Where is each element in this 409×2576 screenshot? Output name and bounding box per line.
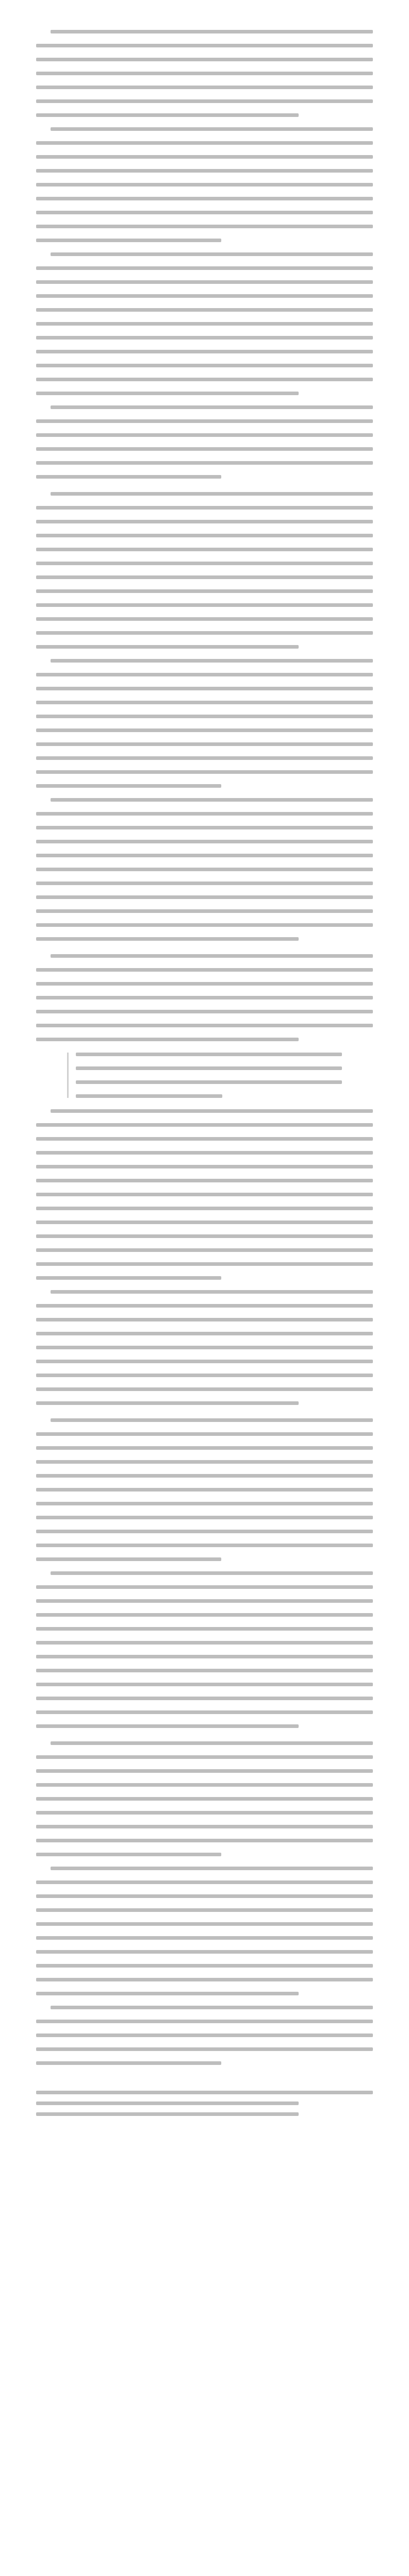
text-line <box>36 1641 373 1645</box>
text-line <box>36 322 373 326</box>
text-line <box>36 1908 373 1912</box>
text-line <box>36 1585 373 1589</box>
text-line <box>36 1516 373 1519</box>
text-line <box>51 1741 373 1745</box>
text-line <box>36 1262 373 1266</box>
text-line <box>36 1769 373 1773</box>
references <box>36 2086 373 2116</box>
text-line <box>36 603 373 607</box>
quote-block <box>67 1053 342 1098</box>
text-line <box>36 1710 373 1714</box>
text-line <box>36 1599 373 1603</box>
text-line <box>36 742 373 746</box>
text-line <box>36 1304 373 1308</box>
text-line <box>36 433 373 437</box>
text-line <box>76 1080 342 1084</box>
text-line <box>36 1544 373 1547</box>
text-line <box>36 937 299 941</box>
text-line <box>36 520 373 523</box>
text-line <box>36 715 373 718</box>
text-line <box>36 1446 373 1450</box>
text-line <box>36 1460 373 1464</box>
text-line <box>36 701 373 704</box>
text-line <box>36 1137 373 1141</box>
text-line <box>36 1360 373 1363</box>
text-line <box>76 1094 222 1098</box>
text-line <box>36 506 373 510</box>
text-line <box>36 895 373 899</box>
text-line <box>36 266 373 270</box>
article-title <box>36 0 373 14</box>
text-line <box>36 58 373 61</box>
text-line <box>36 1221 373 1224</box>
text-line <box>36 211 373 214</box>
text-line <box>51 1290 373 1294</box>
text-line <box>36 86 373 89</box>
text-line <box>36 1683 373 1686</box>
text-line <box>36 548 373 551</box>
text-line <box>51 1867 373 1870</box>
text-line <box>36 1755 373 1759</box>
text-line <box>36 1038 299 1041</box>
text-line <box>51 492 373 496</box>
text-line <box>36 1922 373 1926</box>
text-line <box>36 392 299 395</box>
text-line <box>36 1557 221 1561</box>
text-line <box>36 1992 299 1995</box>
text-line <box>36 909 373 913</box>
text-line <box>36 996 373 999</box>
text-line <box>36 631 373 635</box>
reference-line <box>36 2112 299 2116</box>
text-line <box>36 1669 373 1672</box>
text-line <box>36 1839 373 1842</box>
text-line <box>36 1811 373 1815</box>
text-line <box>36 1724 299 1728</box>
text-line <box>36 1474 373 1478</box>
text-line <box>36 923 373 927</box>
text-line <box>36 1880 373 1884</box>
text-line <box>36 294 373 298</box>
text-line <box>36 1613 373 1617</box>
text-line <box>36 1374 373 1377</box>
text-line <box>36 2047 373 2051</box>
text-line <box>36 155 373 159</box>
reference-line <box>36 2091 373 2094</box>
article-body <box>36 30 373 2065</box>
text-line <box>51 954 373 958</box>
text-line <box>36 534 373 537</box>
text-line <box>36 1894 373 1898</box>
text-line <box>36 1165 373 1168</box>
text-line <box>51 30 373 33</box>
text-line <box>36 1783 373 1787</box>
text-line <box>76 1053 342 1056</box>
text-line <box>36 854 373 857</box>
text-line <box>51 659 373 663</box>
text-line <box>36 812 373 816</box>
text-line <box>36 239 221 242</box>
text-line <box>36 308 373 312</box>
text-line <box>51 2006 373 2009</box>
text-line <box>51 252 373 256</box>
text-line <box>36 770 373 774</box>
text-line <box>51 1109 373 1113</box>
text-line <box>36 617 373 621</box>
text-line <box>36 1207 373 1210</box>
text-line <box>36 1401 299 1405</box>
text-line <box>36 72 373 75</box>
text-line <box>51 1571 373 1575</box>
text-line <box>36 1318 373 1321</box>
text-line <box>36 197 373 200</box>
text-line <box>36 840 373 843</box>
text-line <box>36 562 373 565</box>
text-line <box>51 798 373 802</box>
text-line <box>36 1234 373 1238</box>
text-line <box>36 1530 373 1533</box>
text-line <box>36 2033 373 2037</box>
text-line <box>36 1248 373 1252</box>
text-line <box>36 475 221 479</box>
text-line <box>36 141 373 145</box>
text-line <box>36 673 373 676</box>
text-line <box>36 1655 373 1658</box>
text-line <box>36 826 373 829</box>
text-line <box>36 1853 221 1856</box>
text-line <box>36 113 299 117</box>
text-line <box>36 1346 373 1349</box>
text-line <box>36 419 373 423</box>
text-line <box>36 336 373 340</box>
text-line <box>76 1066 342 1070</box>
text-line <box>36 2061 221 2065</box>
text-line <box>36 183 373 187</box>
text-line <box>36 350 373 353</box>
text-line <box>36 1151 373 1155</box>
text-line <box>36 1697 373 1700</box>
text-line <box>36 1797 373 1801</box>
text-line <box>36 225 373 228</box>
text-line <box>36 1387 373 1391</box>
text-line <box>36 1825 373 1828</box>
text-line <box>36 1502 373 1505</box>
text-line <box>36 1978 373 1981</box>
text-line <box>36 169 373 173</box>
text-line <box>36 44 373 47</box>
text-line <box>36 378 373 381</box>
text-line <box>36 728 373 732</box>
text-line <box>36 982 373 986</box>
text-line <box>36 1024 373 1027</box>
text-line <box>36 756 373 760</box>
text-line <box>36 1193 373 1196</box>
text-line <box>36 968 373 972</box>
text-line <box>36 1432 373 1436</box>
text-line <box>51 127 373 131</box>
text-line <box>36 1964 373 1968</box>
text-line <box>36 1123 373 1127</box>
text-line <box>36 1950 373 1954</box>
text-line <box>36 1010 373 1013</box>
text-line <box>36 1276 221 1280</box>
text-line <box>36 575 373 579</box>
text-line <box>36 1627 373 1631</box>
text-line <box>36 882 373 885</box>
text-line <box>36 687 373 690</box>
text-line <box>36 589 373 593</box>
text-line <box>36 280 373 284</box>
reference-line <box>36 2102 299 2105</box>
text-line <box>36 1332 373 1335</box>
text-line <box>51 1418 373 1422</box>
text-line <box>36 461 373 465</box>
text-line <box>36 784 221 788</box>
text-line <box>36 868 373 871</box>
text-line <box>36 645 299 649</box>
text-line <box>51 405 373 409</box>
text-line <box>36 447 373 451</box>
text-line <box>36 1936 373 1940</box>
text-line <box>36 99 373 103</box>
text-line <box>36 1488 373 1492</box>
text-line <box>36 364 373 367</box>
text-line <box>36 2020 373 2023</box>
text-line <box>36 1179 373 1182</box>
